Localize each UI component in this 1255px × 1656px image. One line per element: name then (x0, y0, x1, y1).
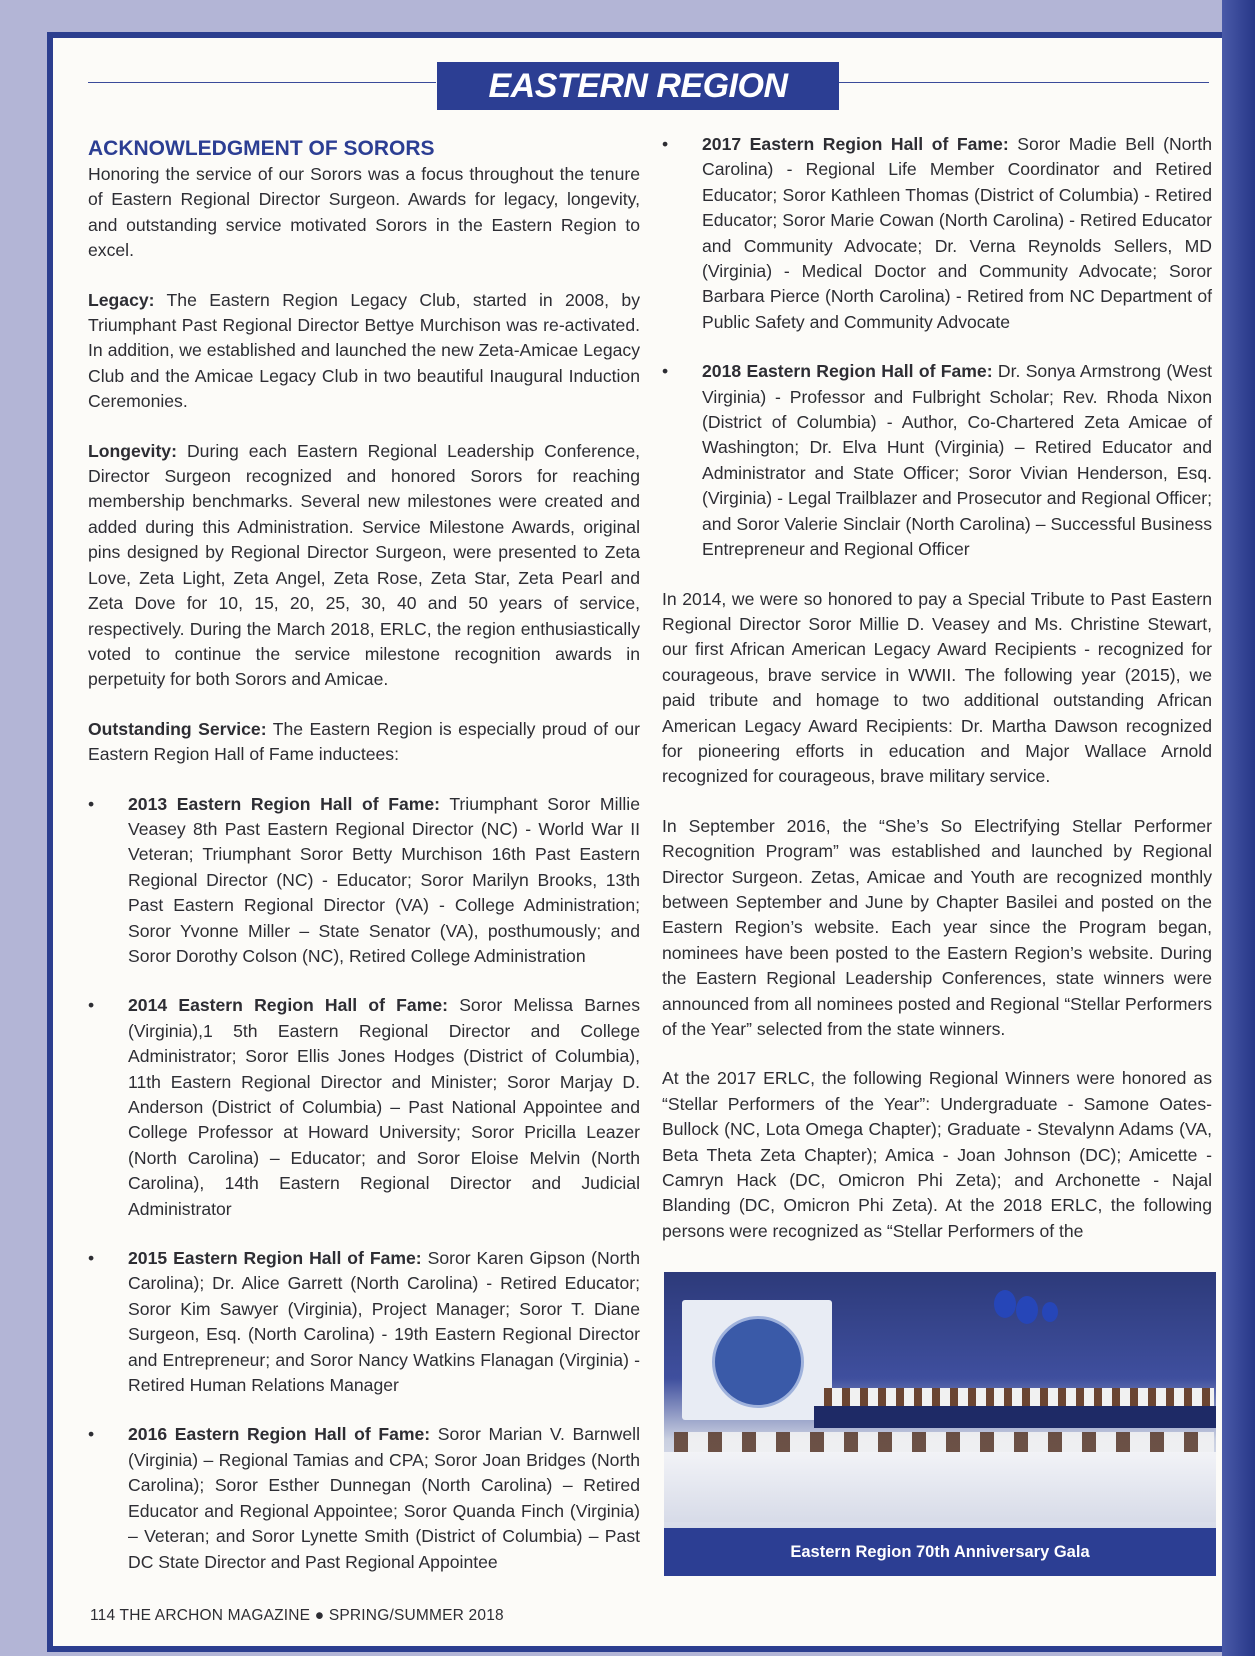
gala-photo (664, 1272, 1216, 1576)
list-item-text: Triumphant Soror Millie Veasey 8th Past Eastern Regional Director (NC) - World War II Veteran; Triumphant Soror Betty Murchison 16th Past Eastern Regional Director (NC) - Educator; Soror Marilyn Brooks, 13th Past Eastern Regional Director (VA) - College Administration; Soror Yvonne Miller – State Senator (VA), posthumously; and Soror Dorothy Colson (NC), Retired College Administration (128, 793, 640, 966)
service-paragraph (88, 717, 640, 768)
left-column (88, 135, 640, 1599)
longevity-paragraph (88, 439, 640, 693)
legacy-text: The Eastern Region Legacy Club, started in 2008, by Triumphant Past Regional Director Bettye Murchison was re-activated. In addition, we established and launched the new Zeta-Amicae Legacy Club and the Amicae Legacy Club in two beautiful Inaugural Induction Ceremonies. (88, 289, 640, 412)
tribute-paragraph: In 2014, we were so honored to pay a Special Tribute to Past Eastern Regional Director Soror Millie D. Veasey and Ms. Christine Stewart, our first African American Legacy Award Recipients - recognized for courageous, brave service in WWII. The following year (2015), we paid tribute and homage to two additional outstanding African American Legacy Award Recipients: Dr. Martha Dawson recognized for pioneering efforts in education and Major Wallace Arnold recognized for courageous, brave military service. (662, 588, 1212, 787)
legacy-paragraph (88, 288, 640, 415)
list-item-label: 2018 Eastern Region Hall of Fame: (702, 361, 993, 382)
right-column (662, 132, 1212, 1268)
service-label: Outstanding Service: (88, 718, 267, 739)
list-item-label: 2017 Eastern Region Hall of Fame: (702, 134, 1009, 154)
legacy-label: Legacy: (88, 289, 155, 310)
list-item-text: Soror Karen Gipson (North Carolina); Dr. Alice Garrett (North Carolina) - Retired Educator; Soror Kim Sawyer (Virginia), Project Manager; Soror T. Diane Surgeon, Esq. (North Carolina) - 19th Eastern Regional Director and Entrepreneur; and Soror Nancy Watkins Flanagan (Virginia) - Retired Human Relations Manager (128, 1248, 641, 1396)
section-title: ACKNOWLEDGMENT OF SORORS (88, 137, 435, 160)
list-item (88, 1422, 640, 1574)
list-item (88, 1246, 640, 1398)
footer-bullet-icon: ● (314, 1607, 325, 1624)
header-rule-right (839, 82, 1209, 83)
stellar-winners-paragraph: At the 2017 ERLC, the following Regional Winners were honored as “Stellar Performers of the Year”: Undergraduate - Samone Oates-Bullock (NC, Lota Omega Chapter); Graduate - Stevalynn Adams (VA, Beta Theta Zeta Chapter); Amica - Joan Johnson (DC); Amicette - Camryn Hack (DC, Omicron Phi Zeta); and Archonette - Najal Blanding (DC, Omicron Phi Zeta). At the 2018 ERLC, the following persons were recognized as “Stellar Performers of the (662, 1068, 1212, 1241)
balloon-shape (1016, 1296, 1038, 1324)
longevity-text: During each Eastern Regional Leadership Conference, Director Surgeon recognized and honored Sorors for reaching membership benchmarks. Several new milestones were created and added during this Administration. Service Milestone Awards, original pins designed by Regional Director Surgeon, were presented to Zeta Love, Zeta Light, Zeta Angel, Zeta Rose, Zeta Star, Zeta Pearl and Zeta Dove for 10, 15, 20, 25, 30, 40 and 50 years of service, respectively. During the March 2018, ERLC, the region enthusiastically voted to continue the service milestone recognition awards in perpetuity for both Sorors and Amicae. (88, 440, 640, 690)
page-number: 114 (90, 1607, 116, 1624)
sorority-seal-image (712, 1316, 804, 1408)
list-item-label: 2013 Eastern Region Hall of Fame: (128, 793, 441, 814)
list-item-text: Soror Melissa Barnes (Virginia),1 5th Eastern Regional Director and College Administrator; Soror Ellis Jones Hodges (District of Columbia), 11th Eastern Regional Director and Minister; Soror Marjay D. Anderson (District of Columbia) – Past National Appointee and College Professor at Howard University; Soror Pricilla Leazer (North Carolina) – Educator; and Soror Eloise Melvin (North Carolina), 14th Eastern Regional Director and Judicial Administrator (128, 995, 640, 1219)
issue-name: SPRING/SUMMER 2018 (328, 1607, 504, 1624)
photo-caption: Eastern Region 70th Anniversary Gala (664, 1528, 1216, 1576)
longevity-label: Longevity: (88, 440, 177, 461)
balloon-shape (1042, 1302, 1058, 1322)
intro-paragraph: Honoring the service of our Sorors was a focus throughout the tenure of Eastern Regional Director Surgeon. Awards for legacy, longevity, and outstanding service motivated Sorors in the Eastern Region to excel. (88, 164, 640, 261)
list-item-label: 2014 Eastern Region Hall of Fame: (128, 995, 448, 1016)
page-footer (90, 1607, 504, 1625)
header-rule-left (88, 82, 436, 83)
background-top (0, 0, 1255, 32)
list-item-text: Soror Marian V. Barnwell (Virginia) – Regional Tamias and CPA; Soror Joan Bridges (North Carolina); Soror Esther Dunnegan (North Carolina) – Retired Educator and Regional Appointee; Soror Quanda Finch (Virginia) – Veteran; and Soror Lynette Smith (District of Columbia) – Past DC State Director and Past Regional Appointee (128, 1424, 640, 1572)
head-table-guests (824, 1388, 1214, 1406)
list-item-label: 2016 Eastern Region Hall of Fame: (128, 1424, 431, 1445)
list-item (662, 359, 1212, 562)
region-header: EASTERN REGION (437, 62, 839, 110)
list-item-label: 2015 Eastern Region Hall of Fame: (128, 1248, 422, 1269)
banquet-table (664, 1452, 1216, 1522)
stellar-program-paragraph: In September 2016, the “She’s So Electrifying Stellar Performer Recognition Program” was established and launched by Regional Director Surgeon. Zetas, Amicae and Youth are recognized monthly between September and June by Chapter Basilei and posted on the Eastern Region’s website. Each year since the Program began, nominees have been posted to the Eastern Region’s website. During the Eastern Regional Leadership Conferences, state winners were announced from all nominees posted and Regional “Stellar Performers of the Year” selected from the state winners. (662, 815, 1212, 1039)
list-item-text: Dr. Sonya Armstrong (West Virginia) - Professor and Fulbright Scholar; Rev. Rhoda Nixon (District of Columbia) - Author, Co-Chartered Zeta Amicae of Washington; Dr. Elva Hunt (Virginia) – Retired Educator and Administrator and State Officer; Soror Vivian Henderson, Esq. (Virginia) - Legal Trailblazer and Prosecutor and Regional Officer; and Soror Valerie Sinclair (North Carolina) – Successful Business Entrepreneur and Regional Officer (702, 361, 1212, 560)
publication-name: THE ARCHON MAGAZINE (119, 1607, 311, 1624)
list-item (88, 792, 640, 970)
list-item (88, 993, 640, 1222)
hall-of-fame-list-right (662, 132, 1212, 563)
list-item (662, 132, 1212, 335)
hall-of-fame-list-left (88, 792, 640, 1575)
page-edge-shade (1222, 0, 1255, 1656)
balloon-shape (994, 1290, 1016, 1318)
list-item-text: Soror Madie Bell (North Carolina) - Regional Life Member Coordinator and Retired Educator; Soror Kathleen Thomas (District of Columbia) - Retired Educator; Soror Marie Cowan (North Carolina) - Retired Educator and Community Advocate; Dr. Verna Reynolds Sellers, MD (Virginia) - Medical Doctor and Community Advocate; Soror Barbara Pierce (North Carolina) - Retired from NC Department of Public Safety and Community Advocate (702, 134, 1212, 332)
service-text: The Eastern Region is especially proud of our Eastern Region Hall of Fame inductees: (88, 718, 640, 765)
head-table (814, 1406, 1216, 1428)
